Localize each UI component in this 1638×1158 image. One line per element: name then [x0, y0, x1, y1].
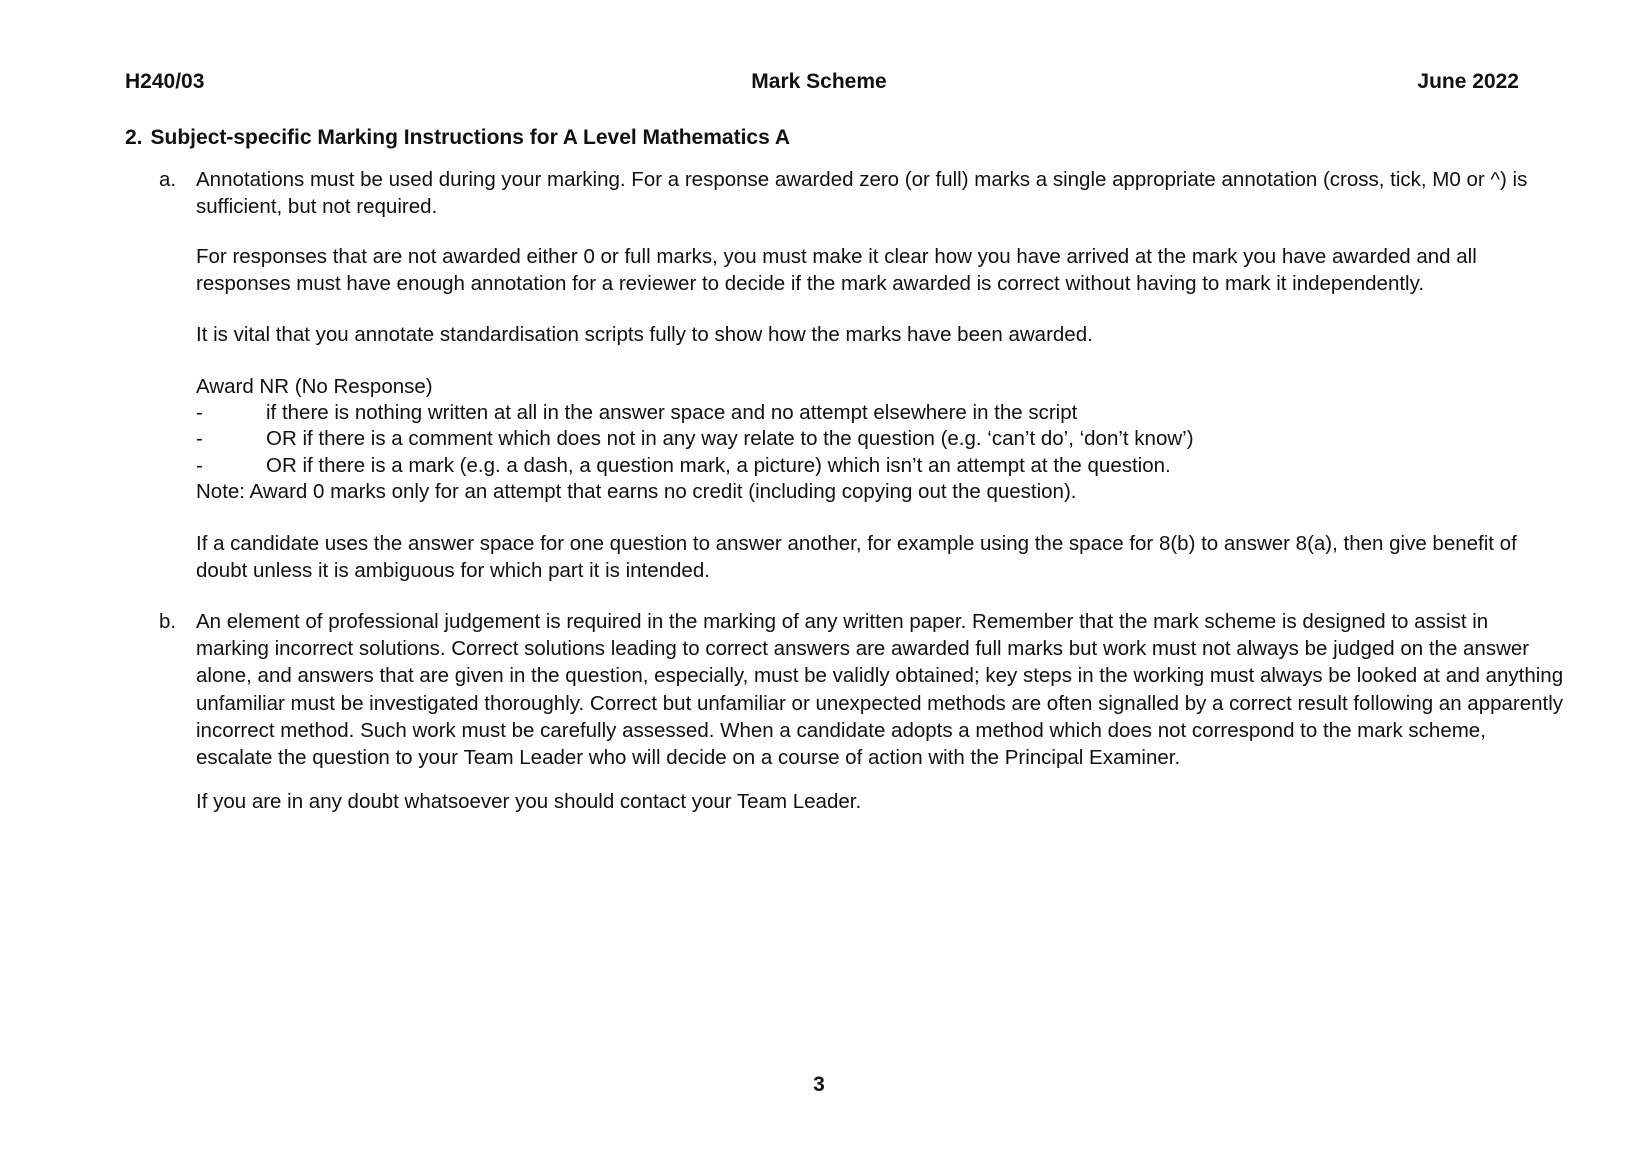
- nr-list-item: [196, 399, 1077, 426]
- nr-heading: Award NR (No Response): [196, 375, 433, 398]
- item-b-contact-team-leader-paragraph: If you are in any doubt whatsoever you should contact your Team Leader.: [196, 790, 862, 813]
- item-b-marker: b.: [159, 610, 177, 633]
- document-title: Mark Scheme: [751, 70, 887, 93]
- item-a-partial-marks-paragraph: For responses that are not awarded either 0 or full marks, you must make it clear how you have arrived at the mark you have awarded and all responses must have enough annotation for a reviewer to decide if the mark awarded is correct without having to mark it independently.: [196, 245, 1477, 296]
- nr-list-item: [196, 452, 1171, 479]
- document-date: June 2022: [1417, 70, 1519, 93]
- item-a-annotations-paragraph: Annotations must be used during your marking. For a response awarded zero (or full) marks a single appropriate annotation (cross, tick, M0 or ^) is sufficient, but not required.: [196, 168, 1528, 219]
- item-a-answer-space-paragraph: If a candidate uses the answer space for one question to answer another, for example using the space for 8(b) to answer 8(a), then give benefit of doubt unless it is ambiguous for which part it is intended.: [196, 532, 1517, 583]
- list-dash: -: [196, 427, 203, 450]
- nr-list-item-text: OR if there is a mark (e.g. a dash, a question mark, a picture) which isn’t an attempt at the question.: [266, 454, 1171, 477]
- item-a-marker: a.: [159, 168, 177, 191]
- page-number: 3: [813, 1073, 825, 1096]
- item-b-professional-judgement-paragraph: An element of professional judgement is required in the marking of any written paper. Remember that the mark scheme is designed to assist in marking incorrect solutions. Correct solutions leading to correct answers are awarded full marks but work must not always be judged on the answer alone, and answers that are given in the question, especially, must be validly obtained; key steps in the working must always be looked at and anything unfamiliar must be investigated thoroughly. Correct but unfamiliar or unexpected methods are often signalled by a correct result following an apparently incorrect method. Such work must be carefully assessed. When a candidate adopts a method which does not correspond to the mark scheme, escalate the question to your Team Leader who will decide on a course of action with the Principal Examiner.: [196, 610, 1564, 770]
- nr-list-item-text: if there is nothing written at all in the answer space and no attempt elsewhere in the script: [266, 401, 1078, 424]
- section-title: Subject-specific Marking Instructions for A Level Mathematics A: [150, 126, 790, 149]
- section-number: 2.: [125, 126, 143, 149]
- list-dash: -: [196, 401, 203, 424]
- nr-list-item-text: OR if there is a comment which does not in any way relate to the question (e.g. ‘can’t do’, ‘don’t know’): [266, 427, 1194, 450]
- nr-list-item: [196, 425, 1194, 452]
- list-dash: -: [196, 454, 203, 477]
- document-code: H240/03: [125, 70, 205, 93]
- item-a-standardisation-paragraph: It is vital that you annotate standardisation scripts fully to show how the marks have been awarded.: [196, 323, 1093, 346]
- award-zero-note: Note: Award 0 marks only for an attempt that earns no credit (including copying out the question).: [196, 480, 1077, 503]
- section-heading: [125, 124, 790, 152]
